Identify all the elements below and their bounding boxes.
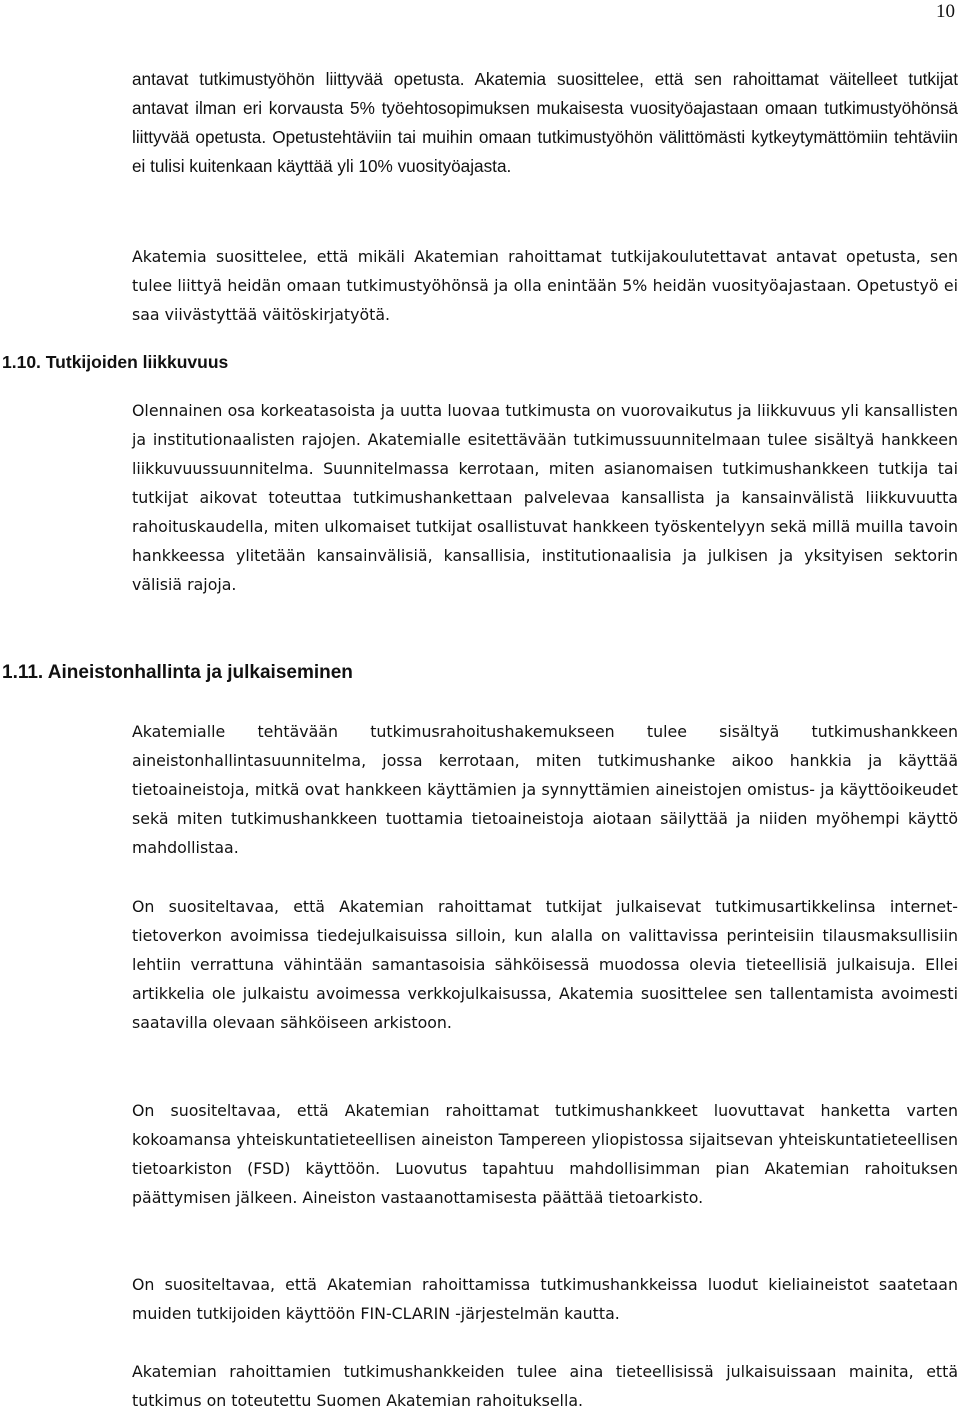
section-heading-mobility: 1.10. Tutkijoiden liikkuvuus [2,352,229,372]
page-number: 10 [936,1,955,22]
paragraph-fin-clarin: On suositeltavaa, että Akatemian rahoittamissa tutkimushankkeissa luodut kieliaineistot saatetaan muiden tutkijoiden käyttöön FIN-CLARIN -järjestelmän kautta. [132,1275,958,1323]
paragraph-teaching-obligation: antavat tutkimustyöhön liittyvää opetusta. Akatemia suosittelee, että sen rahoittamat väitelleet tutkijat antavat ilman eri korvausta 5% työehtosopimuksen mukaisesta vuosityöajastaan omaan tutkimustyöhönsä liittyvää opetusta. Opetustehtäviin tai muihin omaan tutkimustyöhön välittömästi kytkeytymättömiin tehtäviin ei tulisi kuitenkaan käyttää yli 10% vuosityöajasta. [132,69,958,176]
paragraph-data-management-plan: Akatemialle tehtävään tutkimusrahoitushakemukseen tulee sisältyä tutkimushankkeen aineistonhallintasuunnitelma, jossa kerrotaan, miten tutkimushanke aikoo hankkia ja käyttää tietoaineistoja, mitkä ovat hankkeen käyttämien ja synnyttämien aineistojen omistus- ja käyttöoikeudet sekä miten tutkimushankkeen tuottamia tietoaineistoja aiotaan säilyttää ja niiden myöhempi käyttö mahdollistaa. [132,722,958,857]
paragraph-open-access: On suositeltavaa, että Akatemian rahoittamat tutkijat julkaisevat tutkimusartikkelinsa internet-tietoverkon avoimissa tiedejulkaisuissa silloin, kun alalla on valittavissa perinteisiin tilausmaksullisiin lehtiin verrattuna vähintään samantasoisia sähköisessä muodossa olevia tieteellisiä julkaisuja. Ellei artikkelia ole julkaistu avoimessa verkkojulkaisussa, Akatemia suosittelee sen tallentamista avoimesti saatavilla olevaan sähköiseen arkistoon. [132,897,958,1032]
paragraph-doctoral-teaching: Akatemia suosittelee, että mikäli Akatemian rahoittamat tutkijakoulutettavat antavat opetusta, sen tulee liittyä heidän omaan tutkimustyöhönsä ja olla enintään 5% heidän vuosityöajastaan. Opetustyö ei saa viivästyttää väitöskirjatyötä. [132,247,958,324]
section-heading-data-management: 1.11. Aineistonhallinta ja julkaiseminen [2,662,353,683]
paragraph-fsd-archive: On suositeltavaa, että Akatemian rahoittamat tutkimushankkeet luovuttavat hanketta varten kokoamansa yhteiskuntatieteellisen aineiston Tampereen yliopistossa sijaitsevan yhteiskuntatieteellisen tietoarkiston (FSD) käyttöön. Luovutus tapahtuu mahdollisimman pian Akatemian rahoituksen päättymisen jälkeen. Aineiston vastaanottamisesta päättää tietoarkisto. [132,1101,958,1207]
paragraph-mobility: Olennainen osa korkeatasoista ja uutta luovaa tutkimusta on vuorovaikutus ja liikkuvuus yli kansallisten ja institutionaalisten rajojen. Akatemialle esitettävään tutkimussuunnitelmaan tulee sisältyä hankkeen liikkuvuussuunnitelma. Suunnitelmassa kerrotaan, miten asianomaisen tutkimushankkeen tutkija tai tutkijat aikovat toteuttaa tutkimushankettaan palvelevaa kansallista ja kansainvälistä liikkuvuutta rahoituskaudella, miten ulkomaiset tutkijat osallistuvat hankkeen työskentelyyn sekä millä muilla tavoin hankkeessa ylitetään kansainvälisiä, kansallisia, institutionaalisia ja julkisen ja yksityisen sektorin välisiä rajoja. [132,401,958,594]
paragraph-funding-acknowledgement: Akatemian rahoittamien tutkimushankkeiden tulee aina tieteellisissä julkaisuissaan mainita, että tutkimus on toteutettu Suomen Akatemian rahoituksella. [132,1362,958,1410]
